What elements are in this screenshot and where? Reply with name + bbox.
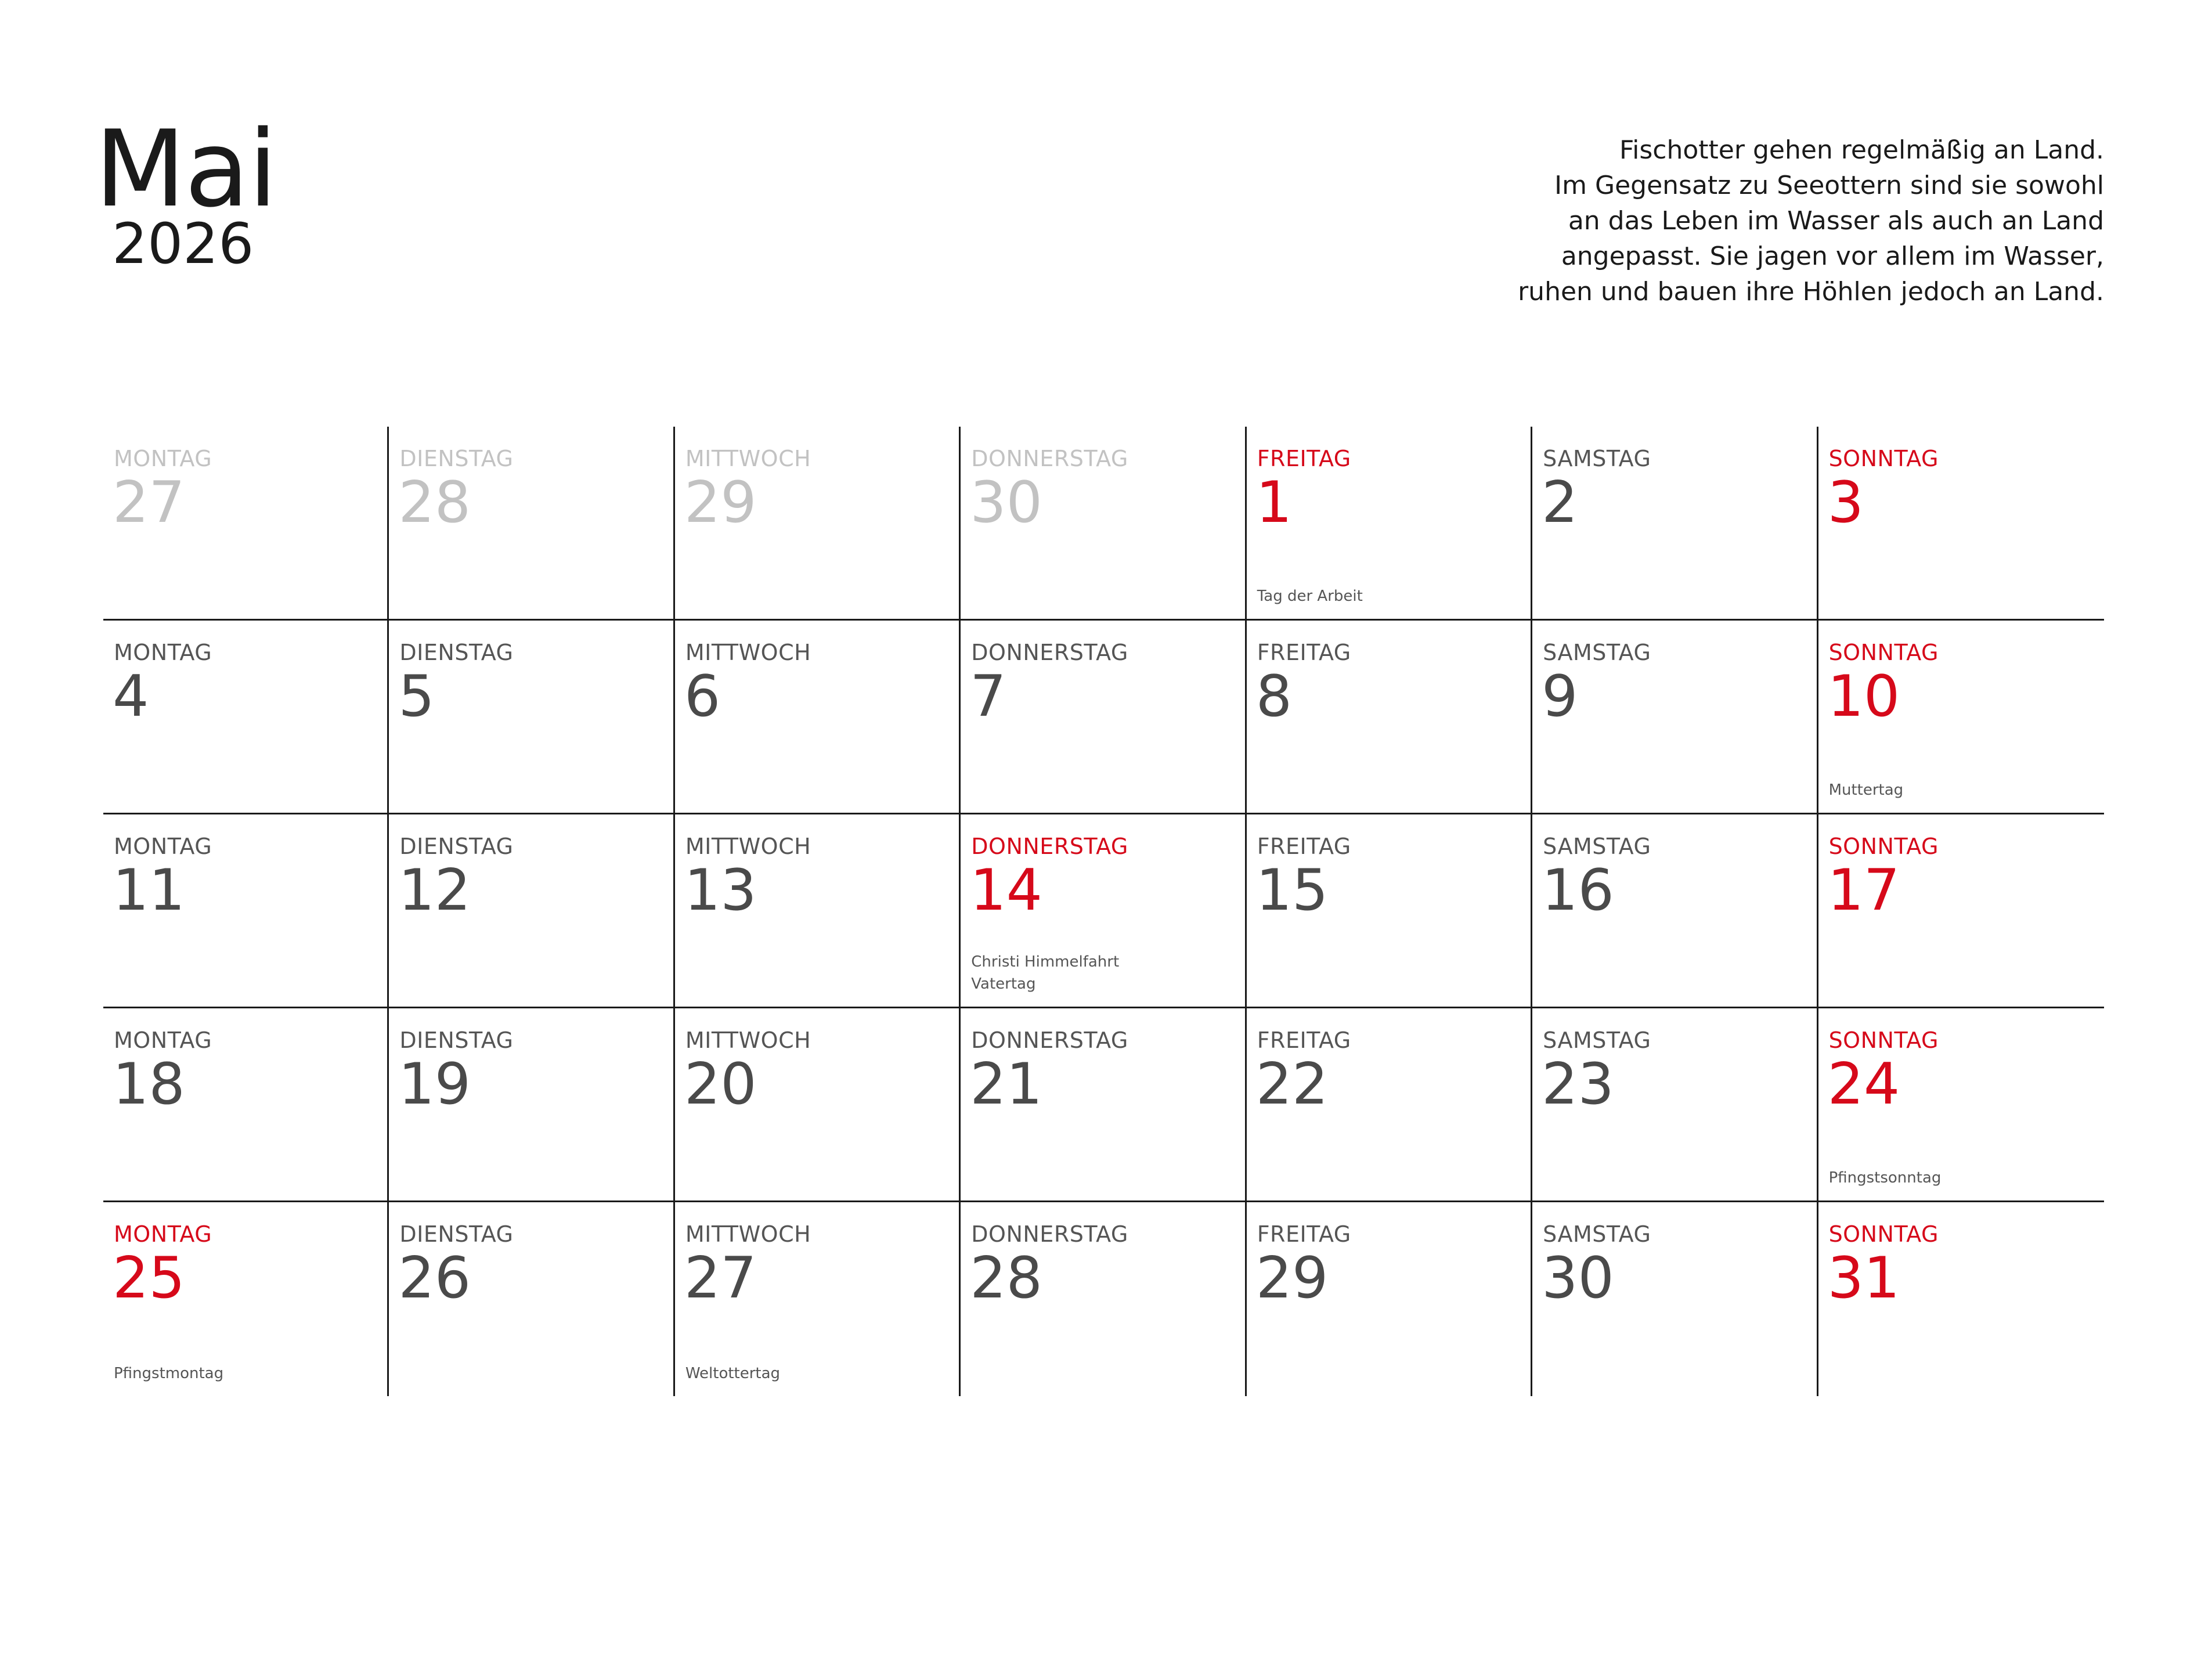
day-number: 30 xyxy=(970,470,1042,536)
day-number: 25 xyxy=(113,1245,185,1311)
day-number: 21 xyxy=(970,1051,1042,1117)
weekday-label: SONNTAG xyxy=(1828,446,1939,471)
day-number: 18 xyxy=(113,1051,185,1117)
calendar-day-cell xyxy=(1532,814,1818,1008)
day-number: 20 xyxy=(684,1051,757,1117)
weekday-label: DONNERSTAG xyxy=(971,1221,1128,1247)
calendar-day-cell xyxy=(1532,427,1818,621)
calendar-day-cell xyxy=(1532,1008,1818,1202)
day-number: 22 xyxy=(1255,1051,1329,1117)
weekday-label: DIENSTAG xyxy=(399,1028,514,1053)
holiday-label: Pfingstsonntag xyxy=(1828,1169,1942,1187)
day-number: 11 xyxy=(113,857,185,924)
day-number: 9 xyxy=(1542,664,1578,730)
holiday-label: Muttertag xyxy=(1828,781,1904,799)
day-number: 26 xyxy=(398,1245,471,1311)
weekday-label: DIENSTAG xyxy=(399,1221,514,1247)
calendar-day-cell xyxy=(103,814,389,1008)
weekday-label: MITTWOCH xyxy=(685,1028,811,1053)
weekday-label: DONNERSTAG xyxy=(971,1028,1128,1053)
calendar-day-cell xyxy=(389,621,674,814)
calendar-day-cell xyxy=(1818,621,2104,814)
calendar-day-cell xyxy=(1247,814,1532,1008)
calendar-day-cell xyxy=(961,621,1246,814)
day-number: 29 xyxy=(684,470,757,536)
calendar-day-cell xyxy=(1247,1202,1532,1396)
calendar-day-cell xyxy=(675,1008,961,1202)
weekday-label: SONNTAG xyxy=(1828,640,1939,665)
weekday-label: FREITAG xyxy=(1257,834,1351,859)
calendar-day-cell xyxy=(1247,427,1532,621)
holiday-label: Christi Himmelfahrt Vatertag xyxy=(971,953,1120,993)
weekday-label: SONNTAG xyxy=(1828,834,1939,859)
month-title: Mai xyxy=(95,107,277,230)
calendar-day-cell xyxy=(675,621,961,814)
day-number: 27 xyxy=(684,1245,757,1311)
calendar-day-cell xyxy=(961,814,1246,1008)
day-number: 19 xyxy=(398,1051,471,1117)
day-number: 16 xyxy=(1542,857,1614,924)
day-number: 28 xyxy=(970,1245,1042,1311)
weekday-label: MITTWOCH xyxy=(685,1221,811,1247)
holiday-label: Tag der Arbeit xyxy=(1257,587,1363,605)
calendar-day-cell xyxy=(103,427,389,621)
weekday-label: FREITAG xyxy=(1257,1221,1351,1247)
day-number: 6 xyxy=(684,664,721,730)
calendar-day-cell xyxy=(1818,427,2104,621)
weekday-label: SAMSTAG xyxy=(1543,1221,1651,1247)
weekday-label: MONTAG xyxy=(114,834,212,859)
weekday-label: SAMSTAG xyxy=(1543,1028,1651,1053)
weekday-label: MONTAG xyxy=(114,1028,212,1053)
weekday-label: MITTWOCH xyxy=(685,640,811,665)
weekday-label: DONNERSTAG xyxy=(971,640,1128,665)
day-number: 5 xyxy=(398,664,435,730)
calendar-day-cell xyxy=(675,1202,961,1396)
day-number: 15 xyxy=(1255,857,1329,924)
calendar-day-cell xyxy=(389,427,674,621)
calendar-day-cell xyxy=(1532,1202,1818,1396)
calendar-day-cell xyxy=(961,427,1246,621)
day-number: 28 xyxy=(398,470,471,536)
weekday-label: MONTAG xyxy=(114,1221,212,1247)
weekday-label: MONTAG xyxy=(114,640,212,665)
day-number: 24 xyxy=(1827,1051,1900,1117)
info-text-line: Im Gegensatz zu Seeottern sind sie sowohl xyxy=(1554,171,2104,200)
day-number: 17 xyxy=(1827,857,1900,924)
weekday-label: DIENSTAG xyxy=(399,640,514,665)
calendar-day-cell xyxy=(961,1202,1246,1396)
calendar-day-cell xyxy=(675,814,961,1008)
calendar-day-cell xyxy=(1818,814,2104,1008)
calendar-day-cell xyxy=(961,1008,1246,1202)
weekday-label: MITTWOCH xyxy=(685,834,811,859)
weekday-label: SONNTAG xyxy=(1828,1221,1939,1247)
day-number: 27 xyxy=(113,470,185,536)
year-title: 2026 xyxy=(112,211,254,276)
weekday-label: SAMSTAG xyxy=(1543,834,1651,859)
weekday-label: SAMSTAG xyxy=(1543,446,1651,471)
holiday-label: Weltottertag xyxy=(685,1365,781,1382)
weekday-label: DONNERSTAG xyxy=(971,834,1128,859)
day-number: 3 xyxy=(1827,470,1864,536)
day-number: 29 xyxy=(1255,1245,1329,1311)
weekday-label: DONNERSTAG xyxy=(971,446,1128,471)
day-number: 8 xyxy=(1255,664,1293,730)
weekday-label: FREITAG xyxy=(1257,446,1351,471)
info-text-line: an das Leben im Wasser als auch an Land xyxy=(1568,206,2104,236)
calendar-day-cell xyxy=(1818,1008,2104,1202)
calendar-day-cell xyxy=(103,621,389,814)
info-text-line: Fischotter gehen regelmäßig an Land. xyxy=(1619,135,2104,165)
weekday-label: MONTAG xyxy=(114,446,212,471)
day-number: 14 xyxy=(970,857,1042,924)
weekday-label: MITTWOCH xyxy=(685,446,811,471)
day-number: 12 xyxy=(398,857,471,924)
day-number: 30 xyxy=(1542,1245,1614,1311)
calendar-day-cell xyxy=(1247,1008,1532,1202)
calendar-day-cell xyxy=(675,427,961,621)
day-number: 10 xyxy=(1827,664,1900,730)
day-number: 31 xyxy=(1827,1245,1900,1311)
day-number: 1 xyxy=(1255,470,1293,536)
weekday-label: FREITAG xyxy=(1257,1028,1351,1053)
weekday-label: FREITAG xyxy=(1257,640,1351,665)
weekday-label: DIENSTAG xyxy=(399,834,514,859)
weekday-label: SAMSTAG xyxy=(1543,640,1651,665)
weekday-label: DIENSTAG xyxy=(399,446,514,471)
day-number: 23 xyxy=(1542,1051,1614,1117)
calendar-day-cell xyxy=(1818,1202,2104,1396)
day-number: 2 xyxy=(1542,470,1578,536)
calendar-day-cell xyxy=(389,814,674,1008)
info-text-line: angepasst. Sie jagen vor allem im Wasser, xyxy=(1561,241,2104,271)
day-number: 7 xyxy=(970,664,1006,730)
calendar-day-cell xyxy=(1247,621,1532,814)
calendar-grid xyxy=(103,427,2104,1396)
calendar-day-cell xyxy=(103,1202,389,1396)
calendar-day-cell xyxy=(389,1202,674,1396)
info-text-line: ruhen und bauen ihre Höhlen jedoch an Land. xyxy=(1518,277,2104,307)
calendar-day-cell xyxy=(389,1008,674,1202)
day-number: 4 xyxy=(113,664,149,730)
day-number: 13 xyxy=(684,857,757,924)
info-text xyxy=(1466,132,2104,309)
holiday-label: Pfingstmontag xyxy=(114,1365,224,1382)
calendar-day-cell xyxy=(103,1008,389,1202)
weekday-label: SONNTAG xyxy=(1828,1028,1939,1053)
calendar-day-cell xyxy=(1532,621,1818,814)
